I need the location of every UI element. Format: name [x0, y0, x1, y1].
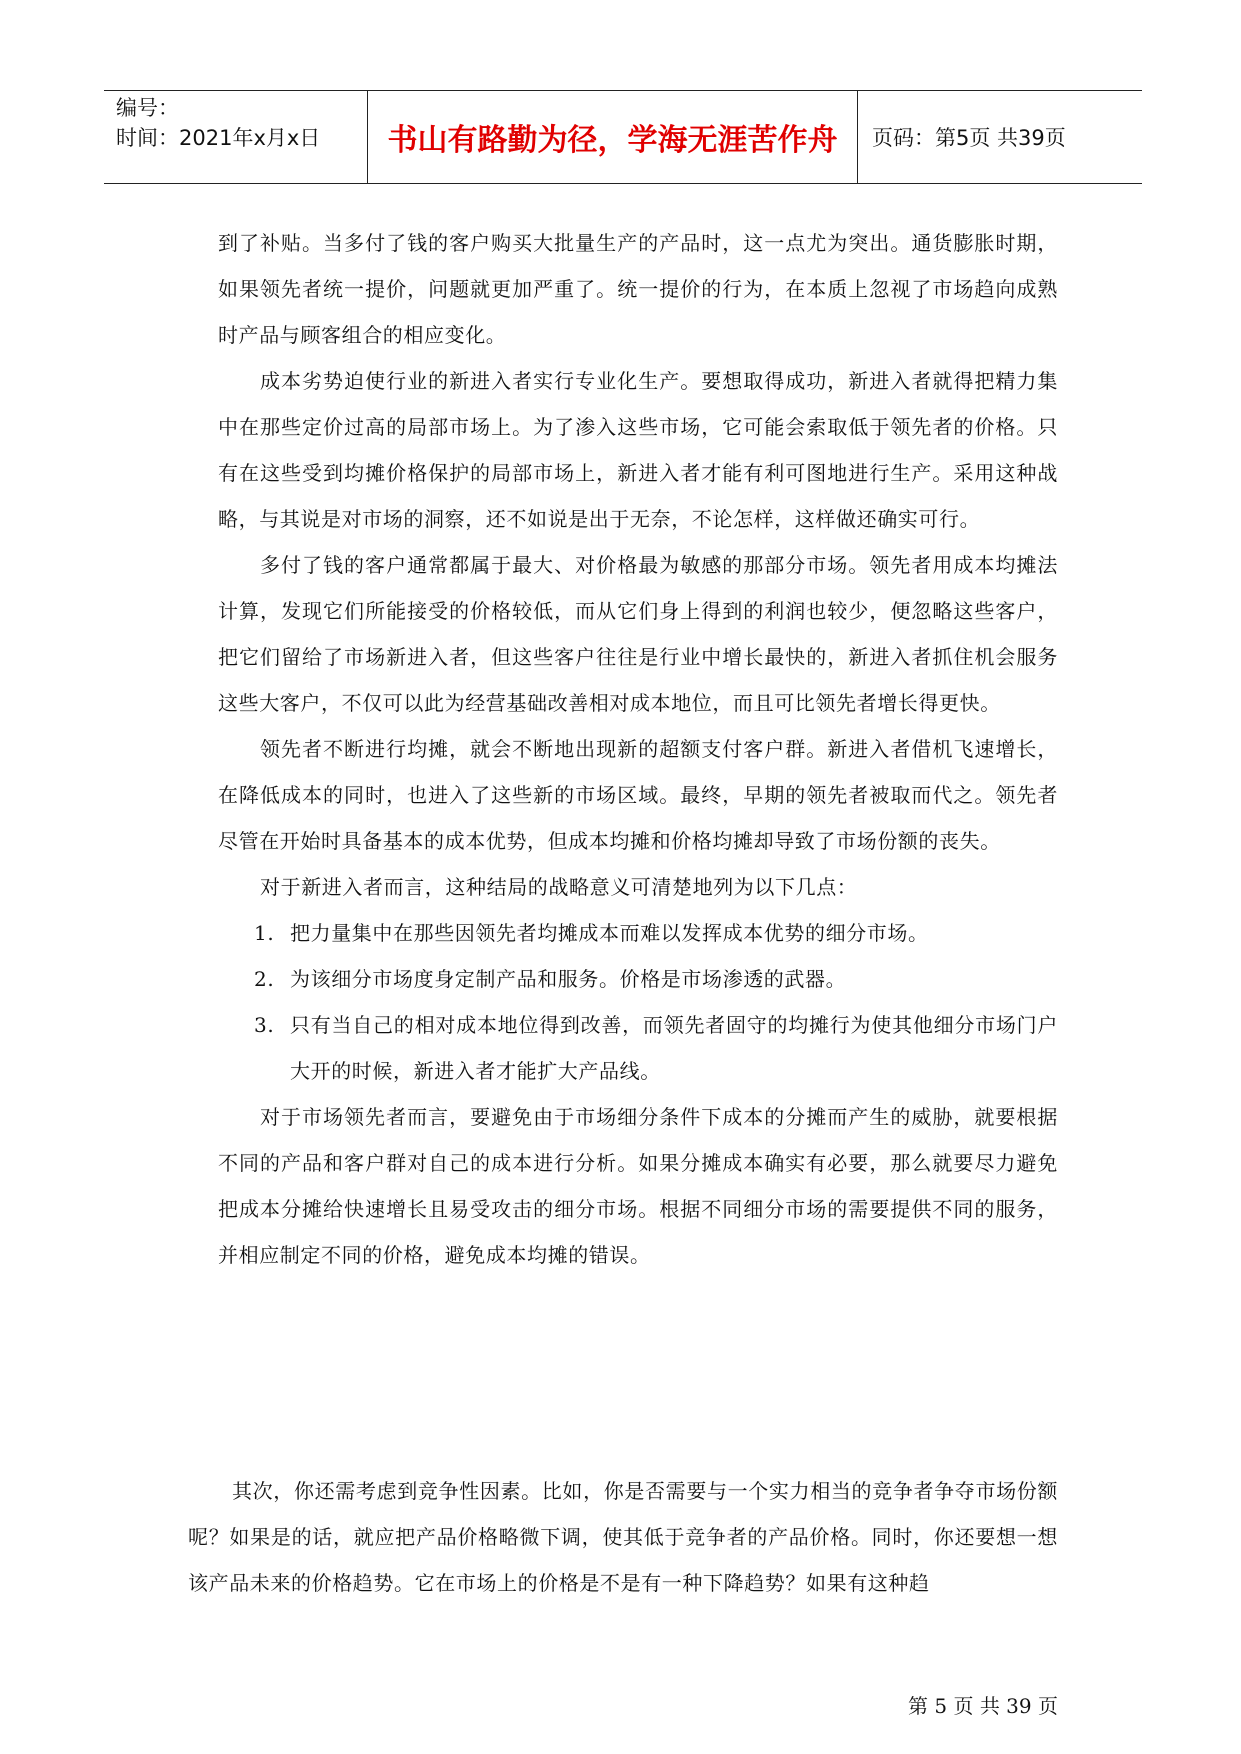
paragraph-1: 到了补贴。当多付了钱的客户购买大批量生产的产品时，这一点尤为突出。通货膨胀时期，如果领先者统一提价，问题就更加严重了。统一提价的行为，在本质上忽视了市场趋向成熟时产品与顾客组合的相应变化。	[218, 231, 1058, 347]
paragraph-2: 成本劣势迫使行业的新进入者实行专业化生产。要想取得成功，新进入者就得把精力集中在那些定价过高的局部市场上。为了渗入这些市场，它可能会索取低于领先者的价格。只有在这些受到均摊价格保护的局部市场上，新进入者才能有利可图地进行生产。采用这种战略，与其说是对市场的洞察，还不如说是出于无奈，不论怎样，这样做还确实可行。	[218, 369, 1058, 531]
header-page-number: 页码：第5页 共39页	[872, 126, 1066, 150]
header-motto: 书山有路勤为径，学海无涯苦作舟	[368, 91, 858, 183]
list-item-2	[254, 956, 1058, 1002]
header-meta	[104, 91, 368, 183]
list-number: 2.	[254, 967, 275, 991]
document-time: 时间：2021年x月x日	[116, 126, 321, 150]
list-text: 只有当自己的相对成本地位得到改善，而领先者固守的均摊行为使其他细分市场门户大开的时候，新进入者才能扩大产品线。	[290, 1013, 1058, 1083]
list-text: 为该细分市场度身定制产品和服务。价格是市场渗透的武器。	[290, 967, 847, 991]
paragraph-3: 多付了钱的客户通常都属于最大、对价格最为敏感的那部分市场。领先者用成本均摊法计算，发现它们所能接受的价格较低，而从它们身上得到的利润也较少，便忽略这些客户，把它们留给了市场新进入者，但这些客户往往是行业中增长最快的，新进入者抓住机会服务这些大客户，不仅可以此为经营基础改善相对成本地位，而且可比领先者增长得更快。	[218, 553, 1058, 715]
closing-paragraph: 对于市场领先者而言，要避免由于市场细分条件下成本的分摊而产生的威胁，就要根据不同的产品和客户群对自己的成本进行分析。如果分摊成本确实有必要，那么就要尽力避免把成本分摊给快速增长且易受攻击的细分市场。根据不同细分市场的需要提供不同的服务，并相应制定不同的价格，避免成本均摊的错误。	[218, 1105, 1058, 1267]
list-item-3	[254, 1002, 1058, 1094]
document-number: 编号：	[116, 96, 179, 120]
paragraph-4: 领先者不断进行均摊，就会不断地出现新的超额支付客户群。新进入者借机飞速增长，在降低成本的同时，也进入了这些新的市场区域。最终，早期的领先者被取而代之。领先者尽管在开始时具备基本的成本优势，但成本均摊和价格均摊却导致了市场份额的丧失。	[218, 737, 1058, 853]
page-footer: 第 5 页 共 39 页	[908, 1694, 1058, 1718]
page-header	[104, 90, 1142, 184]
paragraph-5: 对于新进入者而言，这种结局的战略意义可清楚地列为以下几点：	[260, 875, 858, 899]
section-2-text	[188, 1468, 1058, 1606]
list-number: 3.	[254, 1013, 275, 1037]
main-text	[218, 220, 1058, 1278]
list-text: 把力量集中在那些因领先者均摊成本而难以发挥成本优势的细分市场。	[290, 921, 929, 945]
list-number: 1.	[254, 921, 275, 945]
list-item-1	[254, 910, 1058, 956]
section-2-paragraph: 其次，你还需考虑到竞争性因素。比如，你是否需要与一个实力相当的竞争者争夺市场份额呢？如果是的话，就应把产品价格略微下调，使其低于竞争者的产品价格。同时，你还要想一想该产品未来的价格趋势。它在市场上的价格是不是有一种下降趋势？如果有这种趋	[188, 1479, 1058, 1595]
